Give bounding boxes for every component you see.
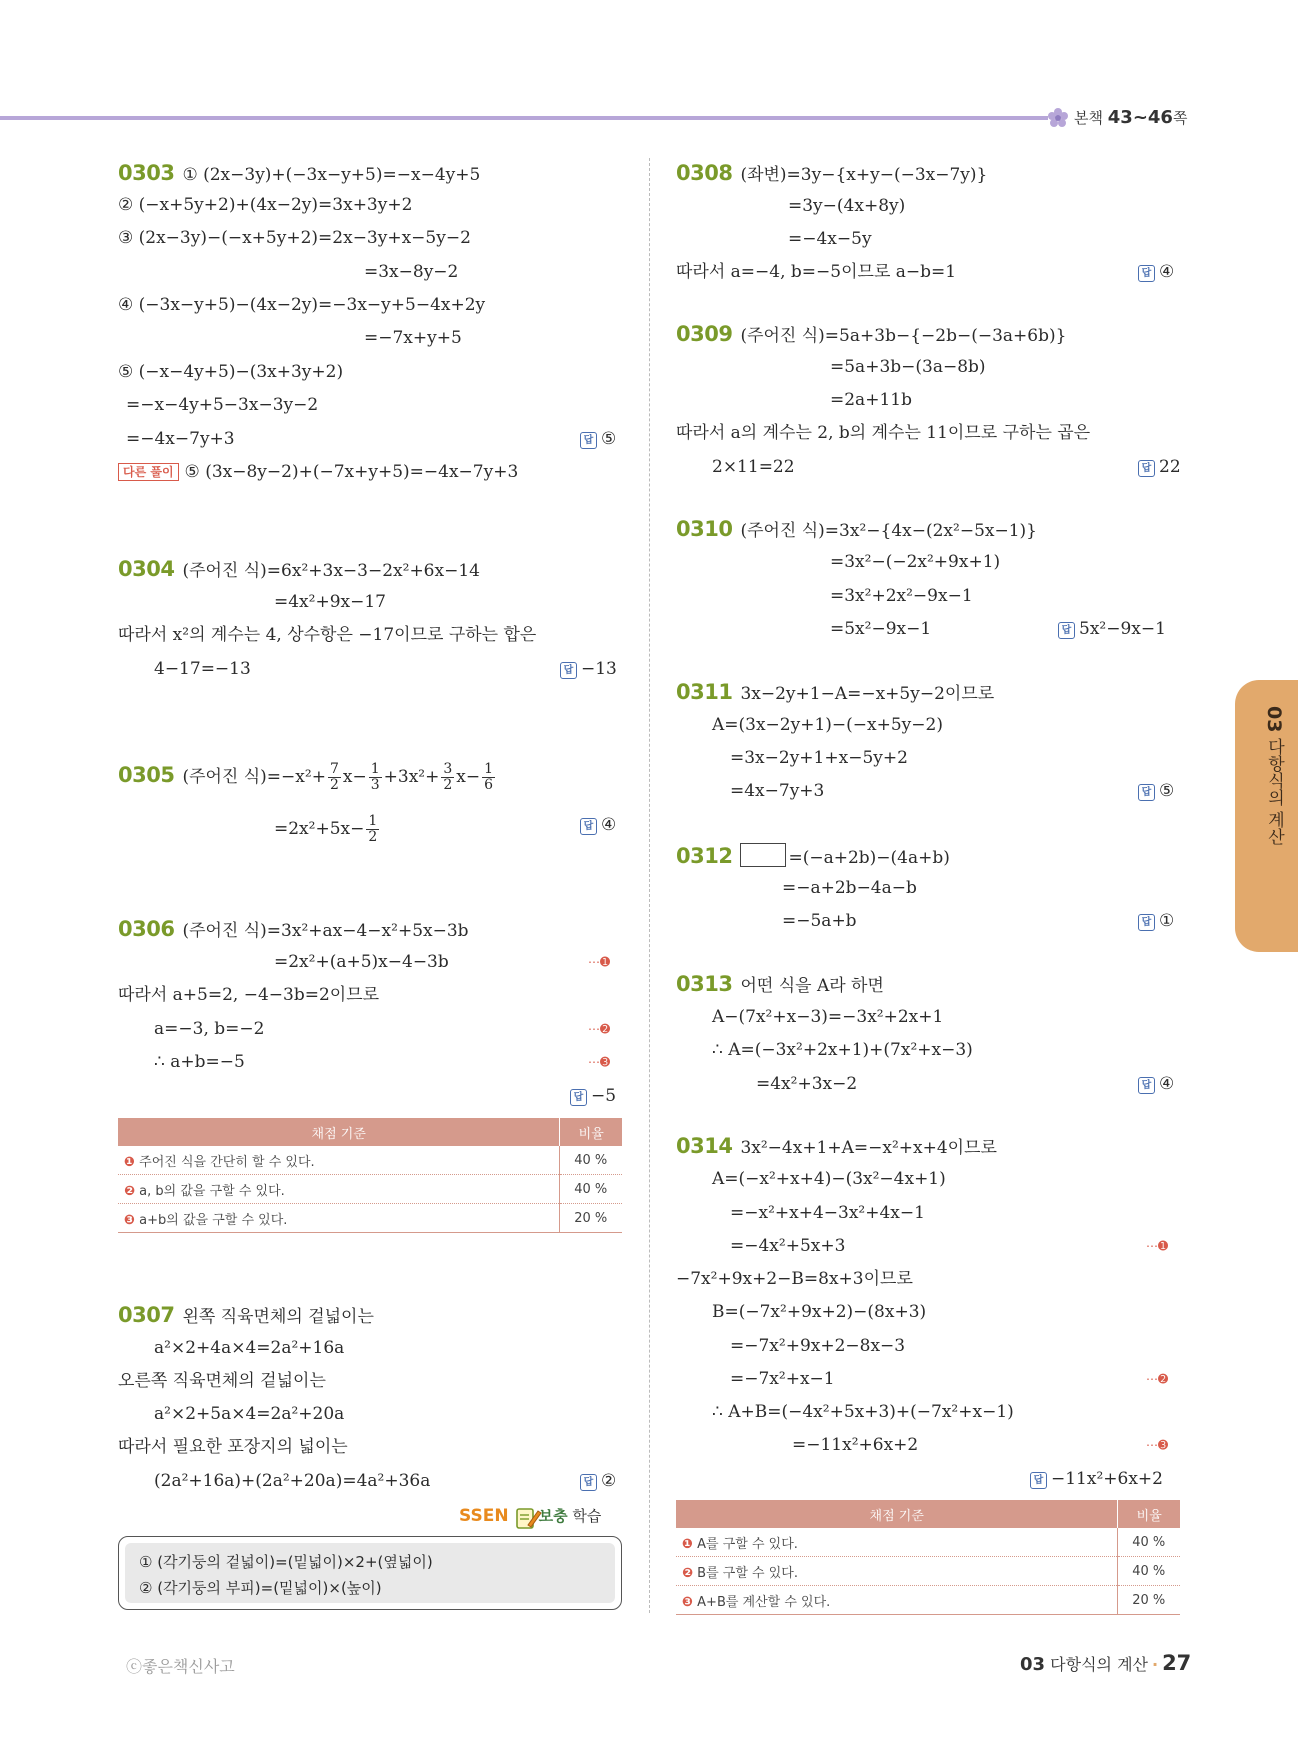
problem-number: 0314	[676, 1134, 733, 1158]
q0314-line-8: =−7x²+x−1	[730, 1369, 835, 1389]
answer-icon: 답	[1138, 914, 1155, 931]
answer-icon: 답	[570, 1089, 587, 1106]
answer-icon: 답	[580, 432, 597, 449]
ssen-line-1: ① (각기둥의 겉넓이)=(밑넓이)×2+(옆넓이)	[139, 1553, 433, 1571]
q0307-line-6: (2a²+16a)+(2a²+20a)=4a²+36a	[154, 1471, 431, 1491]
fraction: $\frac{1}{3}$	[370, 761, 380, 793]
q0308-line-3: =−4x−5y	[788, 229, 872, 249]
rubric-header-criteria: 채점 기준	[118, 1118, 560, 1146]
problem-number: 0308	[676, 161, 733, 185]
problem-number: 0312	[676, 844, 733, 868]
rubric-header-row	[676, 1500, 1180, 1528]
q0314-line-7: =−7x²+9x+2−8x−3	[730, 1336, 906, 1356]
q0306-line-1: 0306 (주어진 식)=3x²+ax−4−x²+5x−3b	[118, 917, 469, 941]
q0306-line-5: ∴ a+b=−5	[154, 1052, 245, 1072]
q0313-line-2: A−(7x²+x−3)=−3x²+2x+1	[712, 1007, 944, 1027]
q0314-line-10: =−11x²+6x+2	[792, 1435, 919, 1455]
problem-number: 0310	[676, 517, 733, 541]
q0303-line-8: =−x−4y+5−3x−3y−2	[126, 395, 319, 415]
q0308-line-1: 0308 (좌변)=3y−{x+y−(−3x−7y)}	[676, 161, 988, 185]
rubric-header-criteria: 채점 기준	[676, 1500, 1118, 1528]
problem-number: 0303	[118, 161, 175, 185]
q0307-line-4: a²×2+5a×4=2a²+20a	[154, 1404, 345, 1424]
q0304-answer: 답 −13	[560, 658, 617, 680]
q0308-line-2: =3y−(4x+8y)	[788, 196, 906, 216]
alt-solution-badge: 다른 풀이	[118, 463, 179, 481]
q0308-line-4: 따라서 a=−4, b=−5이므로 a−b=1	[676, 262, 957, 282]
problem-number: 0305	[118, 763, 175, 787]
page-footer: 03 다항식의 계산 · 27	[1020, 1651, 1192, 1675]
rubric-header-ratio: 비율	[1118, 1500, 1180, 1528]
fraction: $\frac{7}{2}$	[329, 761, 339, 793]
rubric-row: ❶ A를 구할 수 있다. 40 %	[676, 1528, 1180, 1557]
q0310-line-4: =5x²−9x−1	[830, 619, 932, 639]
answer-icon: 답	[560, 662, 577, 679]
rubric-header-row	[118, 1118, 622, 1146]
ssen-line-2: ② (각기둥의 부피)=(밑넓이)×(높이)	[139, 1579, 382, 1597]
q0304-line-1: 0304 (주어진 식)=6x²+3x−3−2x²+6x−14	[118, 557, 480, 581]
q0314-line-4: =−4x²+5x+3	[730, 1236, 846, 1256]
q0309-line-3: =2a+11b	[830, 390, 912, 410]
q0311-line-1: 0311 3x−2y+1−A=−x+5y−2이므로	[676, 680, 995, 704]
answer-icon: 답	[1138, 460, 1155, 477]
step-marker: ⋯➌	[588, 1055, 611, 1069]
q0311-answer: 답 ⑤	[1138, 780, 1174, 802]
q0313-line-1: 0313 어떤 식을 A라 하면	[676, 972, 884, 996]
q0309-line-1: 0309 (주어진 식)=5a+3b−{−2b−(−3a+6b)}	[676, 322, 1067, 346]
ssen-label: SSEN 보충 학습	[459, 1506, 602, 1526]
q0304-line-2: =4x²+9x−17	[274, 592, 386, 612]
fraction: $\frac{1}{2}$	[368, 813, 378, 845]
answer-icon: 답	[580, 1474, 597, 1491]
q0314-answer: 답 −11x²+6x+2	[1030, 1468, 1163, 1490]
page-reference: 본책 43~46쪽	[1074, 107, 1188, 128]
q0310-line-2: =3x²−(−2x²+9x+1)	[830, 552, 1001, 572]
q0312-answer: 답 ①	[1138, 910, 1174, 932]
q0305-answer: 답 ④	[580, 814, 616, 836]
q0306-rubric-table	[118, 1118, 622, 1233]
q0313-line-4: =4x²+3x−2	[756, 1074, 858, 1094]
answer-icon: 답	[1030, 1472, 1047, 1489]
q0309-line-5: 2×11=22	[712, 457, 795, 477]
q0307-answer: 답 ②	[580, 1470, 616, 1492]
q0303-line-9: =−4x−7y+3	[126, 429, 235, 449]
column-divider	[649, 158, 650, 1613]
q0303-line-6: =−7x+y+5	[364, 328, 462, 348]
q0303-alt-solution: 다른 풀이 ⑤ (3x−8y−2)+(−7x+y+5)=−4x−7y+3	[118, 461, 518, 483]
q0303-line-4: =3x−8y−2	[364, 262, 459, 282]
q0308-answer: 답 ④	[1138, 261, 1174, 283]
q0311-line-3: =3x−2y+1+x−5y+2	[730, 748, 908, 768]
q0304-line-3: 따라서 x²의 계수는 4, 상수항은 −17이므로 구하는 합은	[118, 625, 537, 645]
header-rule	[0, 116, 1048, 120]
ssen-supplement-box	[118, 1536, 622, 1610]
step-marker: ⋯➊	[1146, 1239, 1169, 1253]
q0303-answer: 답 ⑤	[580, 428, 616, 450]
q0313-answer: 답 ④	[1138, 1073, 1174, 1095]
blank-box	[740, 843, 786, 867]
answer-icon: 답	[1138, 1077, 1155, 1094]
q0310-line-3: =3x²+2x²−9x−1	[830, 586, 973, 606]
step-marker: ⋯➋	[588, 1022, 611, 1036]
q0305-line-1: 0305 (주어진 식)=−x²+ $\frac{7}{2}$ x− $\frac{1}{3}$ +3x²+ $\frac{3}{2}$ x− $\frac{1}{6}$	[118, 761, 494, 793]
fraction: $\frac{3}{2}$	[443, 761, 453, 793]
q0307-line-3: 오른쪽 직육면체의 겉넓이는	[118, 1371, 326, 1391]
q0312-line-2: =−a+2b−4a−b	[782, 878, 917, 898]
rubric-row: ❸ a+b의 값을 구할 수 있다. 20 %	[118, 1204, 622, 1233]
q0314-line-6: B=(−7x²+9x+2)−(8x+3)	[712, 1302, 927, 1322]
q0306-line-2: =2x²+(a+5)x−4−3b	[274, 952, 449, 972]
q0306-line-3: 따라서 a+5=2, −4−3b=2이므로	[118, 985, 380, 1005]
step-marker: ⋯➌	[1146, 1438, 1169, 1452]
rubric-row: ❸ A+B를 계산할 수 있다. 20 %	[676, 1586, 1180, 1615]
q0310-line-1: 0310 (주어진 식)=3x²−{4x−(2x²−5x−1)}	[676, 517, 1037, 541]
problem-number: 0309	[676, 322, 733, 346]
rubric-header-ratio: 비율	[560, 1118, 622, 1146]
q0309-line-2: =5a+3b−(3a−8b)	[830, 357, 986, 377]
answer-icon: 답	[1138, 784, 1155, 801]
q0309-line-4: 따라서 a의 계수는 2, b의 계수는 11이므로 구하는 곱은	[676, 423, 1091, 443]
q0314-line-1: 0314 3x²−4x+1+A=−x²+x+4이므로	[676, 1134, 997, 1158]
answer-icon: 답	[1138, 265, 1155, 282]
q0311-line-2: A=(3x−2y+1)−(−x+5y−2)	[712, 715, 943, 735]
step-marker: ⋯➋	[1146, 1372, 1169, 1386]
q0314-line-2: A=(−x²+x+4)−(3x²−4x+1)	[712, 1169, 946, 1189]
q0303-line-3: ③ (2x−3y)−(−x+5y+2)=2x−3y+x−5y−2	[118, 228, 471, 248]
problem-number: 0304	[118, 557, 175, 581]
q0303-line-2: ② (−x+5y+2)+(4x−2y)=3x+3y+2	[118, 195, 413, 215]
rubric-row: ❷ a, b의 값을 구할 수 있다. 40 %	[118, 1175, 622, 1204]
rubric-row: ❶ 주어진 식을 간단히 할 수 있다. 40 %	[118, 1146, 622, 1175]
answer-icon: 답	[1058, 622, 1075, 639]
problem-number: 0306	[118, 917, 175, 941]
problem-number: 0313	[676, 972, 733, 996]
q0312-line-3: =−5a+b	[782, 911, 857, 931]
answer-icon: 답	[580, 818, 597, 835]
q0307-line-5: 따라서 필요한 포장지의 넓이는	[118, 1437, 348, 1457]
q0306-answer: 답 −5	[570, 1085, 616, 1107]
problem-number: 0311	[676, 680, 733, 704]
step-marker: ⋯➊	[588, 955, 611, 969]
q0311-line-4: =4x−7y+3	[730, 781, 825, 801]
q0310-answer: 답 5x²−9x−1	[1058, 618, 1166, 640]
q0307-line-2: a²×2+4a×4=2a²+16a	[154, 1338, 345, 1358]
fraction: $\frac{1}{6}$	[484, 761, 494, 793]
q0314-rubric-table	[676, 1500, 1180, 1615]
note-pencil-icon	[514, 1505, 542, 1531]
q0314-line-5: −7x²+9x+2−B=8x+3이므로	[676, 1269, 913, 1289]
q0307-line-1: 0307 왼쪽 직육면체의 겉넓이는	[118, 1303, 374, 1327]
q0306-line-4: a=−3, b=−2	[154, 1019, 265, 1039]
page-number: 27	[1162, 1651, 1192, 1675]
q0314-line-9: ∴ A+B=(−4x²+5x+3)+(−7x²+x−1)	[712, 1402, 1014, 1422]
q0305-line-2: =2x²+5x− $\frac{1}{2}$	[274, 813, 378, 845]
flower-icon	[1047, 107, 1069, 129]
q0303-line-7: ⑤ (−x−4y+5)−(3x+3y+2)	[118, 362, 344, 382]
q0314-line-3: =−x²+x+4−3x²+4x−1	[730, 1203, 925, 1223]
chapter-side-tab-label: 03 다항식의 계산	[1263, 706, 1285, 846]
copyright: ⓒ좋은책신사고	[126, 1657, 235, 1676]
q0303-line-5: ④ (−3x−y+5)−(4x−2y)=−3x−y+5−4x+2y	[118, 295, 486, 315]
q0303-line-1: 0303 ① (2x−3y)+(−3x−y+5)=−x−4y+5	[118, 161, 481, 185]
problem-number: 0307	[118, 1303, 175, 1327]
q0312-line-1: 0312 =(−a+2b)−(4a+b)	[676, 844, 950, 868]
q0309-answer: 답 22	[1138, 456, 1181, 478]
q0313-line-3: ∴ A=(−3x²+2x+1)+(7x²+x−3)	[712, 1040, 973, 1060]
q0304-line-4: 4−17=−13	[154, 659, 251, 679]
rubric-row: ❷ B를 구할 수 있다. 40 %	[676, 1557, 1180, 1586]
